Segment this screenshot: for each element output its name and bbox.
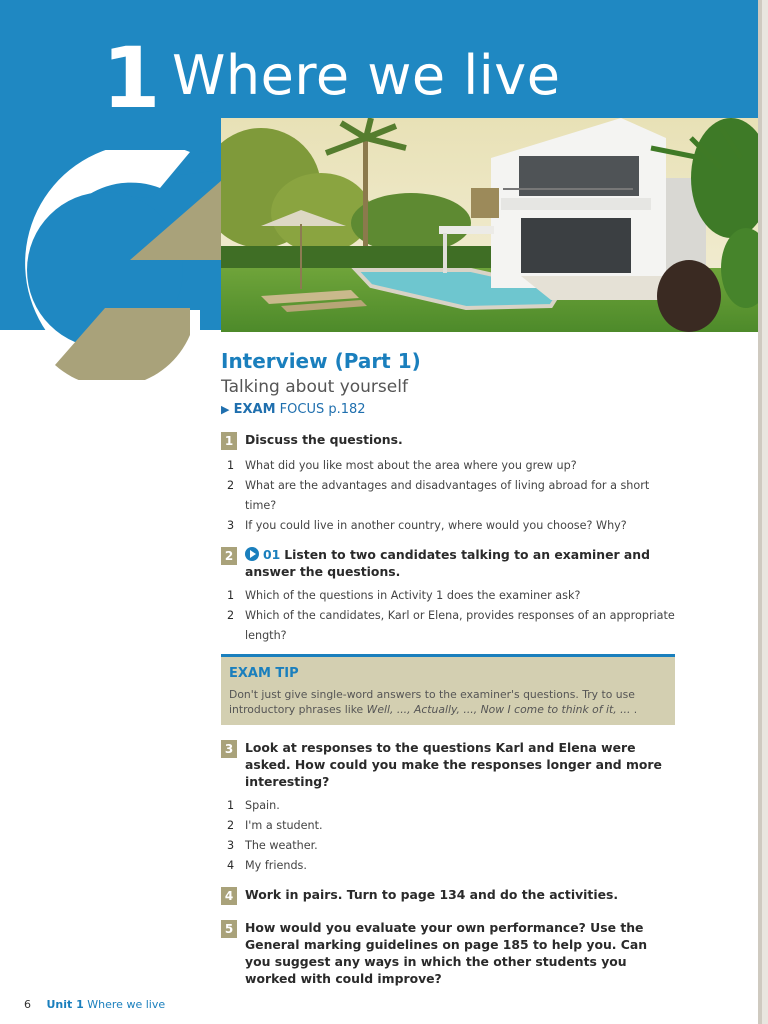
exam-focus-label: EXAM bbox=[233, 402, 276, 417]
section-title: Interview (Part 1) bbox=[221, 349, 421, 373]
activity-instruction: Discuss the questions. bbox=[245, 432, 403, 447]
page-edge bbox=[758, 0, 768, 1024]
activity-instruction: How would you evaluate your own performance? Use the General marking guidelines on page 185 to help you. Can you suggest any ways in which the other students you worked with could improve? bbox=[245, 920, 648, 986]
house-photo bbox=[221, 118, 758, 332]
activity-4 bbox=[221, 886, 676, 905]
activity-5 bbox=[221, 919, 676, 987]
exam-focus-text: FOCUS p.182 bbox=[279, 402, 366, 417]
list-item: 3 If you could live in another country, where would you choose? Why? bbox=[227, 519, 627, 532]
audio-track-number: 01 bbox=[263, 547, 281, 562]
activity-number-badge: 5 bbox=[221, 920, 237, 938]
footer-unit-name: Where we live bbox=[87, 998, 166, 1011]
lesson-content bbox=[221, 348, 676, 987]
activity-1 bbox=[221, 431, 676, 536]
activity-instruction: Look at responses to the questions Karl and Elena were asked. How could you make the responses longer and more interesting? bbox=[245, 740, 662, 789]
list-item: 2 Which of the candidates, Karl or Elena, provides responses of an appropriate length? bbox=[227, 609, 675, 642]
question-list bbox=[221, 456, 676, 536]
activity-2 bbox=[221, 546, 676, 646]
list-item: 3 The weather. bbox=[227, 839, 318, 852]
audio-play-icon[interactable] bbox=[245, 547, 259, 561]
footer-unit-label: Unit 1 bbox=[46, 998, 84, 1011]
activity-number-badge: 4 bbox=[221, 887, 237, 905]
list-item: 1 Spain. bbox=[227, 799, 280, 812]
response-list bbox=[221, 796, 676, 876]
activity-3 bbox=[221, 739, 676, 876]
activity-number-badge: 1 bbox=[221, 432, 237, 450]
question-list bbox=[221, 586, 676, 646]
page-footer bbox=[24, 998, 165, 1011]
activity-instruction: Work in pairs. Turn to page 134 and do the activities. bbox=[245, 887, 619, 902]
list-item: 2 I'm a student. bbox=[227, 819, 323, 832]
page-number: 6 bbox=[24, 998, 31, 1011]
exam-tip-box bbox=[221, 654, 675, 725]
exam-focus-reference bbox=[221, 401, 676, 419]
activity-instruction: Listen to two candidates talking to an examiner and answer the questions. bbox=[245, 547, 650, 579]
unit-logo-graphic bbox=[0, 150, 222, 380]
list-item: 1 What did you like most about the area where you grew up? bbox=[227, 459, 577, 472]
unit-number: 1 bbox=[102, 29, 161, 127]
unit-title: Where we live bbox=[172, 44, 561, 107]
list-item: 1 Which of the questions in Activity 1 does the examiner ask? bbox=[227, 589, 581, 602]
activity-number-badge: 3 bbox=[221, 740, 237, 758]
exam-tip-text: Don't just give single-word answers to the examiner's questions. Try to use introductory phrases like Well, ..., Actually, ..., Now I come to think of it, ... . bbox=[229, 688, 638, 716]
play-arrow-icon: ▶ bbox=[221, 403, 230, 416]
activity-number-badge: 2 bbox=[221, 547, 237, 565]
exam-tip-title: EXAM TIP bbox=[229, 666, 299, 681]
list-item: 4 My friends. bbox=[227, 859, 307, 872]
section-subtitle: Talking about yourself bbox=[221, 377, 408, 397]
list-item: 2 What are the advantages and disadvantages of living abroad for a short time? bbox=[227, 479, 650, 512]
